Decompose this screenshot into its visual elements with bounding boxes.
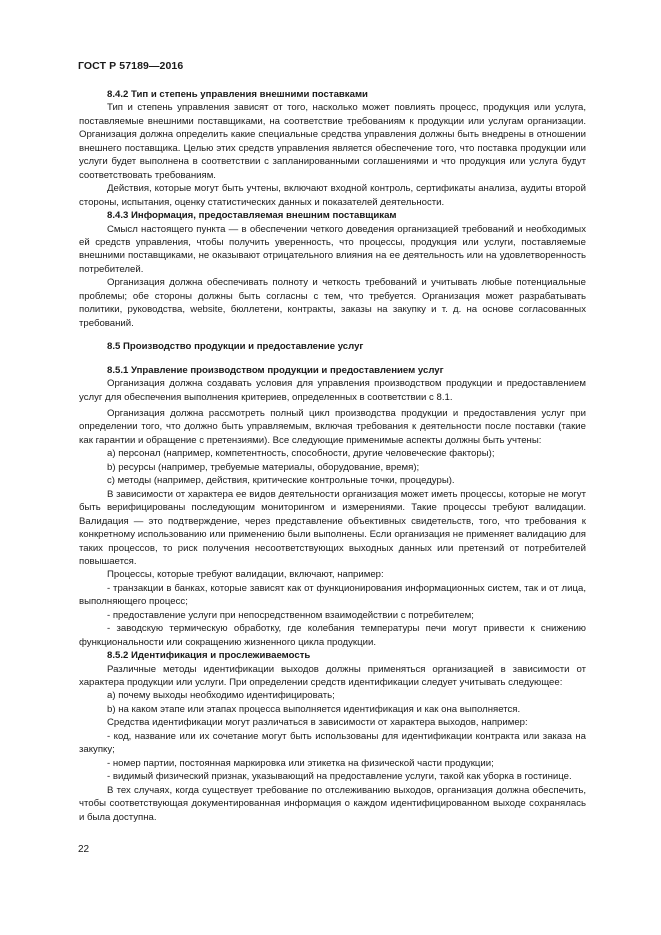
paragraph: Средства идентификации могут различаться в зависимости от характера выходов, например: bbox=[107, 717, 528, 729]
paragraph: Смысл настоящего пункта — в обеспечении четкого доведения организацией требований и необходимых ей средств управления, чтобы получить уверенность, что процессы, продукция или услуги, поставляемые внешними поставщиками, не оказывают отрицательного влияния на ее деятельность или на удовлетворенность потребителей. bbox=[79, 223, 586, 275]
paragraph: - видимый физический признак, указывающий на предоставление услуги, такой как уборка в гостинице. bbox=[107, 771, 572, 783]
paragraph: В зависимости от характера ее видов деятельности организация может иметь процессы, которые не могут быть верифицированы последующим мониторингом и измерениями. Такие процессы требуют валидации. Валидация — это подтверждение, через представление объективных свидетельств, того, что требования к конкретному использованию или применению были выполнены. Если организация не применяет валидацию для таких процессов, то риск получения несоответствующих выходных данных или претензий от потребителей повышается. bbox=[79, 488, 586, 567]
paragraph: Тип и степень управления зависят от того, насколько может повлиять процесс, продукция или услуга, поставляемые внешними поставщиками, на соответствие требованиям к продукции или услугам организации. Организация должна определить какие специальные средства управления должны быть внедрены в отношении внешнего поставщика. Целью этих средств управления является обеспечение того, что поставка продукции или услуги будет выполнена в соответствии с запланированными соглашениями и что продукция или услуга будут соответствовать требованиям. bbox=[79, 102, 586, 181]
paragraph: Организация должна рассмотреть полный цикл производства продукции и предоставления услуг при определении того, что должно быть управляемым, включая требования к деятельности после поставки (такие как гарантии и обращение с претензиями). Все следующие применимые аспекты должны быть учтены: bbox=[79, 407, 586, 446]
standard-header: ГОСТ Р 57189—2016 bbox=[78, 60, 184, 72]
paragraph: c) методы (например, действия, критические контрольные точки, процедуры). bbox=[107, 475, 455, 487]
paragraph: Различные методы идентификации выходов должны применяться организацией в зависимости от характера продукции или услуги. При определении средств идентификации следует учитывать следующее: bbox=[79, 663, 586, 689]
section-heading: 8.4.3 Информация, предоставляемая внешним поставщикам bbox=[107, 210, 397, 222]
page-number: 22 bbox=[78, 844, 90, 855]
section-heading: 8.5.1 Управление производством продукции и предоставлением услуг bbox=[107, 364, 444, 376]
document-body bbox=[79, 88, 586, 824]
paragraph: В тех случаях, когда существует требование по отслеживанию выходов, организация должна обеспечить, чтобы соответствующая документированная информация о каждом идентифицированном выходе сохранялась и была доступна. bbox=[79, 784, 586, 823]
section-heading: 8.5 Производство продукции и предоставление услуг bbox=[107, 341, 364, 353]
paragraph: - код, название или их сочетание могут быть использованы для идентификации контракта или заказа на закупку; bbox=[79, 730, 586, 756]
section-heading: 8.4.2 Тип и степень управления внешними поставками bbox=[107, 89, 368, 100]
paragraph: b) ресурсы (например, требуемые материалы, оборудование, время); bbox=[107, 461, 420, 473]
paragraph: b) на каком этапе или этапах процесса выполняется идентификация и как она выполняется. bbox=[107, 703, 521, 715]
section-heading: 8.5.2 Идентификация и прослеживаемость bbox=[107, 650, 311, 662]
paragraph: a) персонал (например, компетентность, способности, другие человеческие факторы); bbox=[107, 448, 495, 460]
paragraph: - номер партии, постоянная маркировка или этикетка на физической части продукции; bbox=[107, 757, 494, 769]
paragraph: - транзакции в банках, которые зависят как от функционирования информационных систем, так и от лица, выполняющего процесс; bbox=[79, 582, 586, 608]
paragraph: - предоставление услуги при непосредственном взаимодействии с потребителем; bbox=[107, 609, 474, 621]
paragraph: Организация должна обеспечивать полноту и четкость требований и учитывать любые потенциальные проблемы; обе стороны должны быть согласны с тем, что требуется. Организация может разрабатывать политики, руководства, website, бюллетени, контракты, заказы на закупку и т. д. на основе согласованных требований. bbox=[79, 277, 586, 329]
paragraph: Процессы, которые требуют валидации, включают, например: bbox=[107, 569, 384, 581]
paragraph: - заводскую термическую обработку, где колебания температуры печи могут привести к снижению функциональности или сокращению жизненного цикла продукции. bbox=[79, 623, 586, 648]
paragraph: Действия, которые могут быть учтены, включают входной контроль, сертификаты анализа, аудиты второй стороны, испытания, оценку статистических данных и показателей деятельности. bbox=[79, 183, 586, 208]
paragraph: Организация должна создавать условия для управления производством продукции и предоставлением услуг для обеспечения выполнения критериев, определенных в соответствии с 8.1. bbox=[79, 378, 586, 403]
paragraph: a) почему выходы необходимо идентифицировать; bbox=[107, 690, 335, 702]
